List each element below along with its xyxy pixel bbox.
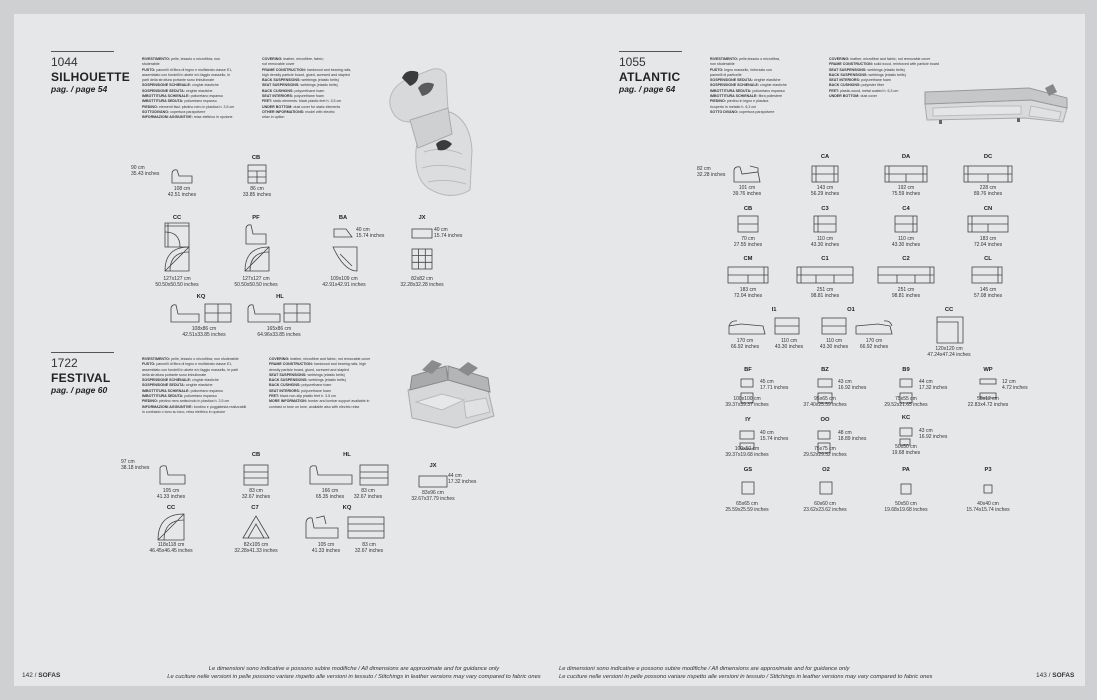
- b9-side-icon: [899, 378, 913, 388]
- spec-value: pelle, tessuto o microfibra; non sfoderabile: [171, 357, 239, 361]
- spec-value: density particle board, glued, screwed and stapled: [269, 367, 349, 372]
- item-hl-a-dim: 166 cm 65.35 inches: [315, 488, 345, 500]
- item-cb-label: CB: [743, 206, 753, 212]
- hl-module-icon: [246, 302, 312, 324]
- item-bf-label: BF: [744, 367, 752, 373]
- spec-value: ricoperto in metallo h. 6,3 cm: [710, 104, 757, 109]
- item-p3-label: P3: [984, 467, 992, 473]
- spec-value: non sfoderabile: [710, 62, 735, 67]
- left-page: [14, 14, 550, 686]
- spec-key: FEET:: [829, 88, 840, 93]
- item-c4-label: C4: [902, 206, 910, 212]
- spec-english: [269, 357, 370, 410]
- side-profile-icon: [732, 164, 762, 184]
- ca-module-icon: [811, 164, 839, 184]
- item-bz-label: BZ: [821, 367, 829, 373]
- spec-value: relax in option: [262, 115, 285, 120]
- spec-value: piedino in legno e plastica: [726, 99, 769, 104]
- spec-value: webbings (elastic belts): [300, 83, 338, 88]
- spec-value: poliuretano espanso: [184, 394, 217, 399]
- spec-value: polyurethane foam: [861, 78, 891, 83]
- item-cm-dim: 183 cm 72.04 inches: [733, 287, 763, 299]
- model-code: 1055: [619, 55, 646, 69]
- item-kc-dim: 50x50 cm 19.68 inches: [891, 444, 921, 456]
- footer-line-1: Le dimensioni sono indicative e possono subire modifiche / All dimensions are approximate and for guidance only: [559, 666, 850, 672]
- spec-value: black non-slip plastic feet h. 3.5 cm: [279, 394, 336, 399]
- spec-value: high density particle board, glued, screwed and stapled: [262, 72, 350, 77]
- spec-key: FEET:: [269, 394, 280, 399]
- item-b9-height: 44 cm 17.32 inches: [919, 379, 948, 391]
- spec-value: leather, microfibre and fabric; not removable cover: [290, 357, 371, 361]
- spec-value: webbings (elastic belts): [307, 372, 345, 377]
- spec-key: INFORMAZIONI AGGIUNTIVE:: [142, 404, 194, 409]
- pa-top-icon: [900, 483, 912, 495]
- spec-value: hardwood and bearing rails, high: [313, 362, 367, 367]
- item-c4-dim: 110 cm 43.30 inches: [891, 236, 921, 248]
- spec-key: IMBOTTITURA SCHIENALE:: [142, 94, 191, 99]
- spec-key: BACK SUSPENSIONS:: [829, 72, 869, 77]
- spec-value: poliuretano espanso: [190, 388, 223, 393]
- ba-side-icon: [332, 225, 354, 239]
- spec-key: UNDER BOTTOM:: [262, 104, 294, 109]
- spec-key: SEAT SUSPENSIONS:: [269, 372, 308, 377]
- item-side-dim: 105 cm 41.33 inches: [156, 488, 186, 500]
- spec-line: [269, 405, 370, 410]
- item-cl-dim: 145 cm 57.08 inches: [973, 287, 1003, 299]
- c2-module-icon: [877, 265, 935, 285]
- item-cb-dim: 86 cm 33.85 inches: [242, 186, 272, 198]
- spec-key: SEAT SUSPENSIONS:: [829, 67, 868, 72]
- item-cb-label: CB: [251, 452, 261, 458]
- spec-value: not removable cover: [262, 62, 295, 67]
- spec-value: model with electric: [305, 109, 335, 114]
- item-cb-dim: 70 cm 27.55 inches: [733, 236, 763, 248]
- item-cn-label: CN: [983, 206, 993, 212]
- spec-value: plastic-wood, metal coated h. 6,3 cm: [839, 88, 899, 93]
- spec-value: sfoderabile: [142, 62, 160, 67]
- footer-line-1: Le dimensioni sono indicative e possono subire modifiche / All dimensions are approximate and for guidance only: [208, 666, 500, 672]
- item-p3-dim: 40x40 cm 15.74x15.74 inches: [966, 501, 1010, 513]
- spec-value: assemblato con fondelli in abete e/o faggio massello, le: [142, 72, 231, 77]
- item-i1-b-dim: 110 cm 43.30 inches: [774, 338, 804, 350]
- item-da-label: DA: [901, 154, 911, 160]
- cc-corner-icon: [936, 316, 964, 344]
- spec-value: webbings (elastic belts): [867, 67, 905, 72]
- spec-key: IMBOTTITURA SEDUTA:: [710, 88, 753, 93]
- o1-module-icon: [820, 316, 894, 336]
- spec-key: SEAT INTERIORS:: [829, 78, 862, 83]
- spec-key: SOSPENSIONE SCHIENALE:: [142, 83, 193, 88]
- page-number-value: 142 /: [22, 672, 37, 679]
- jx-module-icon: [418, 474, 448, 488]
- item-jx-dim: 82x82 cm 32.28x32.28 inches: [400, 276, 444, 288]
- spec-value: webbings (elastic belts): [301, 78, 339, 83]
- spec-value: pelle,tessuto o microfibra,: [739, 57, 781, 61]
- model-code: 1044: [51, 55, 78, 69]
- model-name: FESTIVAL: [51, 371, 111, 385]
- spec-value: della struttura portante sono imbullonate: [142, 372, 207, 377]
- spec-key: FUSTO:: [142, 67, 157, 72]
- item-c2-dim: 251 cm 98.81 inches: [891, 287, 921, 299]
- item-cc-dim: 127x127 cm 50.50x50.50 inches: [155, 276, 199, 288]
- item-wp-height: 12 cm 4.72 inches: [1002, 379, 1028, 391]
- item-cc-label: CC: [166, 505, 176, 511]
- model-code: 1722: [51, 356, 78, 370]
- item-pa-dim: 50x50 cm 19.68x19.68 inches: [884, 501, 928, 513]
- wp-side-icon: [979, 378, 997, 386]
- item-pa-label: PA: [902, 467, 910, 473]
- spec-key: IMBOTTITURA SCHIENALE:: [142, 388, 191, 393]
- spec-key: FEET:: [262, 99, 273, 104]
- model-name: SILHOUETTE: [51, 70, 131, 84]
- item-o2-dim: 60x60 cm 23.62x23.62 inches: [803, 501, 847, 513]
- spec-value: poliuretano espanso: [184, 99, 217, 104]
- item-jx-label: JX: [418, 215, 426, 221]
- item-side-dim: 101 cm 39.76 inches: [732, 185, 762, 197]
- spec-value: parti della struttura portante sono imbullonate: [142, 78, 215, 83]
- item-side-height: 90 cm 35.43 inches: [131, 165, 160, 177]
- spec-value: leather, microfibre, fabric;: [283, 57, 324, 61]
- section-name: SOFAS: [38, 672, 61, 679]
- spec-key: IMBOTTITURA SCHIENALE:: [710, 94, 759, 99]
- c4-module-icon: [894, 214, 918, 234]
- item-gs-label: GS: [743, 467, 753, 473]
- item-oo-height: 48 cm 18.89 inches: [838, 430, 867, 442]
- item-o1-label: O1: [847, 307, 855, 313]
- spec-key: SOSPENSIONE SEDUTA:: [142, 383, 186, 388]
- page-reference: pag. / page 64: [619, 84, 676, 94]
- item-jx-height: 40 cm 15.74 inches: [434, 227, 463, 239]
- spec-key: SOSPENSIONE SEDUTA:: [710, 78, 754, 83]
- p3-top-icon: [983, 484, 993, 494]
- item-hl-b-dim: 83 cm 32.67 inches: [353, 488, 383, 500]
- item-dc-dim: 228 cm 89.76 inches: [973, 185, 1003, 197]
- spec-value: polyurethane foam: [294, 88, 325, 93]
- spec-value: webbings (elastic belts): [308, 378, 346, 383]
- dc-module-icon: [963, 164, 1013, 184]
- spec-key: BACK SUSPENSIONS:: [262, 78, 302, 83]
- spec-key: COVERING:: [829, 57, 851, 61]
- spec-value: copertura parapolvere: [170, 109, 206, 114]
- cm-module-icon: [727, 265, 769, 285]
- header-rule: [51, 352, 114, 353]
- page-number: [1036, 672, 1074, 679]
- item-bf-height: 45 cm 17.71 inches: [760, 379, 789, 391]
- page-number-value: 143 /: [1036, 672, 1051, 679]
- item-jx-label: JX: [429, 463, 437, 469]
- item-cc-dim: 120x120 cm 47.24x47.24 inches: [927, 346, 971, 358]
- product-photo: [402, 350, 502, 432]
- item-kc-height: 43 cm 16.92 inches: [919, 428, 948, 440]
- spec-value: in contrasto o tono su tono, relax elettrico in opzione: [142, 409, 226, 414]
- spec-value: bordino e poggiatesta realizzabili: [193, 404, 247, 409]
- jx-grid-icon: [411, 248, 433, 270]
- item-iy-label: IY: [745, 417, 751, 423]
- spec-value: polyester fiber: [861, 83, 885, 88]
- spec-value: cinghie elastiche: [185, 88, 213, 93]
- item-cm-label: CM: [743, 256, 753, 262]
- spec-key: SEAT INTERIORS:: [262, 94, 295, 99]
- spec-value: static elements: black plastic feet h. 3.5 cm: [272, 99, 342, 104]
- bf-side-icon: [740, 378, 754, 388]
- item-o1-b-dim: 170 cm 66.92 inches: [859, 338, 889, 350]
- item-jx-height: 44 cm 17.32 inches: [448, 473, 477, 485]
- spec-key: SEAT SUSPENSIONS:: [262, 83, 301, 88]
- spec-value: webbings (elastic belts): [868, 72, 906, 77]
- footer-line-2: Le cuciture nelle versioni in pelle possono variare rispetto alle versioni in tessuto / Stitchings in leather versions may vary compared to fabric ones: [559, 674, 933, 680]
- item-c3-label: C3: [821, 206, 829, 212]
- right-page: [549, 14, 1085, 686]
- cc-corner-icon: [164, 222, 190, 248]
- spec-key: PIEDINO:: [142, 104, 159, 109]
- item-cb-label: CB: [251, 155, 261, 161]
- item-pf-dim: 127x127 cm 50.50x50.50 inches: [234, 276, 278, 288]
- spec-key: BACK SUSPENSIONS:: [269, 378, 309, 383]
- item-cl-label: CL: [984, 256, 992, 262]
- item-i1-label: I1: [771, 307, 777, 313]
- item-side-dim: 108 cm 42.51 inches: [167, 186, 197, 198]
- item-o1-a-dim: 110 cm 43.30 inches: [819, 338, 849, 350]
- item-cb-dim: 83 cm 32.67 inches: [241, 488, 271, 500]
- item-hl-dim: 165x86 cm 64.96x33.85 inches: [257, 326, 301, 338]
- spec-value: cinghie elastiche: [753, 78, 781, 83]
- spec-value: polyurethane foam: [294, 94, 324, 99]
- spec-value: dust cover: [860, 94, 878, 99]
- ba-corner-icon: [332, 246, 358, 272]
- item-ca-dim: 143 cm 56.29 inches: [810, 185, 840, 197]
- spec-key: FUSTO:: [710, 67, 725, 72]
- pf-corner-icon: [244, 246, 270, 272]
- spec-key: SEAT INTERIORS:: [269, 388, 302, 393]
- page-number: [22, 672, 60, 679]
- cb-module-icon: [737, 214, 759, 234]
- header-rule: [51, 51, 114, 52]
- item-kc-label: KC: [901, 415, 911, 421]
- spec-value: assemblato con fondelli in abete e/o faggio massello, le parti: [142, 367, 239, 372]
- item-i1-a-dim: 170 cm 66.92 inches: [730, 338, 760, 350]
- footer-disclaimer: [559, 665, 939, 681]
- jx-side-icon: [411, 227, 433, 239]
- iy-side-icon: [739, 430, 755, 440]
- spec-value: polyurethane foam: [301, 388, 331, 393]
- spec-value: polyurethane foam: [301, 383, 332, 388]
- item-bz-height: 43 cm 16.92 inches: [838, 379, 867, 391]
- item-gs-dim: 65x65 cm 25.59x25.59 inches: [725, 501, 769, 513]
- spec-line: [710, 110, 787, 115]
- spec-value: cinghie elastiche: [192, 378, 219, 383]
- item-cc-label: CC: [172, 215, 182, 221]
- spec-value: contrast or tone on tone, available also with electric relax: [269, 404, 360, 409]
- cb-module-icon: [247, 164, 267, 184]
- spec-key: SOSPENSIONE SCHIENALE:: [142, 378, 193, 383]
- oo-side-icon: [817, 430, 831, 440]
- item-bz-dim: 95x65 cm 37.40x25.59 inches: [803, 396, 847, 408]
- item-ba-dim: 109x109 cm 42.91x42.91 inches: [322, 276, 366, 288]
- spec-key: SOTTO DIVANO:: [710, 109, 740, 114]
- item-o2-label: O2: [822, 467, 830, 473]
- spec-value: cinghie elastiche: [192, 83, 219, 88]
- footer-line-2: Le cuciture nelle versioni in pelle possono variare rispetto alle versioni in tessuto / Stitchings in leather versions may vary compared to fabric ones: [167, 674, 541, 680]
- gs-top-icon: [741, 481, 755, 495]
- item-c7-dim: 82x105 cm 32.28x41.33 inches: [234, 542, 278, 554]
- cc-corner-icon: [157, 513, 185, 541]
- spec-key: SOTTODIVANO:: [142, 109, 171, 114]
- spec-key: FRAME CONSTRUCTION:: [269, 362, 314, 367]
- spec-line: [142, 115, 234, 120]
- item-cc-dim: 118x118 cm 46.45x46.45 inches: [149, 542, 193, 554]
- item-ba-label: BA: [338, 215, 348, 221]
- spec-key: OTHER INFORMATIONS:: [262, 109, 306, 114]
- item-hl-label: HL: [343, 452, 351, 458]
- spec-key: FRAME CONSTRUCTION:: [829, 62, 874, 67]
- spec-key: MORE INFORMATION:: [269, 399, 309, 404]
- spec-key: RIVESTIMENTO:: [710, 57, 740, 61]
- spec-key: UNDER BOTTOM:: [829, 94, 861, 99]
- spec-value: poliuretano espanso: [190, 94, 223, 99]
- spec-key: SOSPENSIONE SEDUTA:: [142, 88, 186, 93]
- spec-line: [262, 115, 351, 120]
- spec-line: [142, 410, 246, 415]
- spec-key: FUSTO:: [142, 362, 157, 367]
- product-photo: [921, 78, 1071, 130]
- spec-key: BACK CUSHIONS:: [829, 83, 862, 88]
- item-side-height: 97 cm 38.18 inches: [121, 459, 150, 471]
- spec-value: pannelli di fibra di legno e multistrato classe E1,: [156, 362, 233, 367]
- spec-value: hardwood and bearing rails,: [306, 67, 352, 72]
- item-iy-dim: 100x50 cm 39.37x19.68 inches: [725, 446, 769, 458]
- kq-module-icon: [304, 514, 390, 540]
- item-b9-label: B9: [902, 367, 910, 373]
- item-kq-a-dim: 105 cm 41.33 inches: [311, 542, 341, 554]
- spec-key: INFORMAZIONI AGGIUNTIVE:: [142, 115, 194, 120]
- item-cn-dim: 183 cm 72.04 inches: [973, 236, 1003, 248]
- item-c3-dim: 110 cm 43.30 inches: [810, 236, 840, 248]
- spec-value: fibra poliestere: [758, 94, 783, 99]
- item-c7-label: C7: [251, 505, 259, 511]
- page-reference: pag. / page 54: [51, 84, 108, 94]
- item-cc-label: CC: [944, 307, 954, 313]
- spec-key: RIVESTIMENTO:: [142, 357, 172, 361]
- section-name: SOFAS: [1052, 672, 1075, 679]
- spec-italian: [142, 357, 246, 415]
- cn-module-icon: [967, 214, 1009, 234]
- c7-corner-icon: [242, 514, 270, 540]
- spec-value: solid wood, reinforced with particle board: [873, 62, 940, 67]
- spec-value: poliuretano espanso: [752, 88, 785, 93]
- spec-key: BACK CUSHIONS:: [269, 383, 302, 388]
- spec-value: cinghie elastiche: [760, 83, 787, 88]
- spec-key: COVERING:: [262, 57, 284, 61]
- item-da-dim: 192 cm 75.59 inches: [891, 185, 921, 197]
- item-side-height: 82 cm 32.28 inches: [697, 166, 726, 178]
- item-b9-dim: 75x55 cm 29.52x21.65 inches: [884, 396, 928, 408]
- item-dc-label: DC: [983, 154, 993, 160]
- item-wp-dim: 58x12 cm 22.83x4.72 inches: [967, 396, 1009, 408]
- spec-value: leather, microfibre and fabric; not removable cover: [850, 57, 931, 61]
- cb-module-icon: [243, 464, 269, 486]
- header-rule: [619, 51, 682, 52]
- spec-key: PIEDINO:: [142, 399, 159, 404]
- spec-key: BACK CUSHIONS:: [262, 88, 295, 93]
- spec-value: pannelli di particelle: [710, 72, 742, 77]
- spec-key: RIVESTIMENTO:: [142, 57, 172, 61]
- item-kq-label: KQ: [196, 294, 206, 300]
- spec-value: legno massello, rinforzato con: [724, 67, 773, 72]
- page-reference: pag. / page 60: [51, 385, 108, 395]
- c1-module-icon: [796, 265, 854, 285]
- kc-side-icon: [899, 427, 913, 437]
- side-profile-icon: [158, 464, 188, 486]
- item-bf-dim: 100x100 cm 39.37x39.37 inches: [725, 396, 769, 408]
- item-c1-label: C1: [821, 256, 829, 262]
- side-profile-icon: [169, 167, 195, 185]
- item-oo-dim: 75x75 cm 29.52x29.52 inches: [803, 446, 847, 458]
- spec-value: elementi fissi: piedino nero in plastica h. 3.5 cm: [158, 104, 235, 109]
- item-ca-label: CA: [820, 154, 830, 160]
- item-c1-dim: 251 cm 98.81 inches: [810, 287, 840, 299]
- spec-value: copertura parapolvere: [739, 109, 775, 114]
- spec-key: PIEDINO:: [710, 99, 727, 104]
- spec-value: relax elettrico in opzione: [193, 115, 233, 120]
- item-wp-label: WP: [983, 367, 993, 373]
- cc-corner-top-icon: [164, 246, 190, 272]
- spec-value: pelle, tessuto o microfibra; non: [171, 57, 221, 61]
- footer-disclaimer: [164, 665, 544, 681]
- item-oo-label: OO: [820, 417, 830, 423]
- spec-key: COVERING:: [269, 357, 291, 361]
- bz-side-icon: [817, 378, 833, 388]
- spec-italian: [142, 57, 234, 121]
- spec-value: pannelli di fibra di legno e multistrato classe E1,: [156, 67, 233, 72]
- kq-module-icon: [169, 302, 235, 324]
- da-module-icon: [884, 164, 928, 184]
- spec-value: border and lumbar support available in: [308, 399, 370, 404]
- item-ba-height: 40 cm 15.74 inches: [356, 227, 385, 239]
- item-hl-label: HL: [276, 294, 284, 300]
- spec-value: piedino nero antiscivolo in plastica h. 3.5 cm: [158, 399, 230, 404]
- spec-value: dust cover for static elements: [293, 104, 341, 109]
- spec-key: FRAME CONSTRUCTION:: [262, 67, 307, 72]
- spec-key: SOSPENSIONE SCHIENALE:: [710, 83, 761, 88]
- spec-key: IMBOTTITURA SEDUTA:: [142, 394, 185, 399]
- o2-top-icon: [819, 481, 833, 495]
- spec-english: [262, 57, 351, 121]
- c3-module-icon: [813, 214, 837, 234]
- pf-side-icon: [244, 222, 268, 246]
- item-kq-label: KQ: [342, 505, 352, 511]
- item-kq-b-dim: 83 cm 32.67 inches: [354, 542, 384, 554]
- spec-value: cinghie elastiche: [185, 383, 213, 388]
- spec-italian: [710, 57, 787, 115]
- product-photo: [380, 50, 505, 200]
- cl-module-icon: [971, 265, 1003, 285]
- item-pf-label: PF: [252, 215, 260, 221]
- hl-module-icon: [308, 464, 392, 486]
- item-jx-dim: 83x96 cm 32.67x37.79 inches: [411, 490, 455, 502]
- item-c2-label: C2: [902, 256, 910, 262]
- spec-key: IMBOTTITURA SEDUTA:: [142, 99, 185, 104]
- item-iy-height: 40 cm 15.74 inches: [760, 430, 789, 442]
- model-name: ATLANTIC: [619, 70, 681, 84]
- i1-module-icon: [727, 316, 801, 336]
- item-kq-dim: 108x86 cm 42.51x33.85 inches: [182, 326, 226, 338]
